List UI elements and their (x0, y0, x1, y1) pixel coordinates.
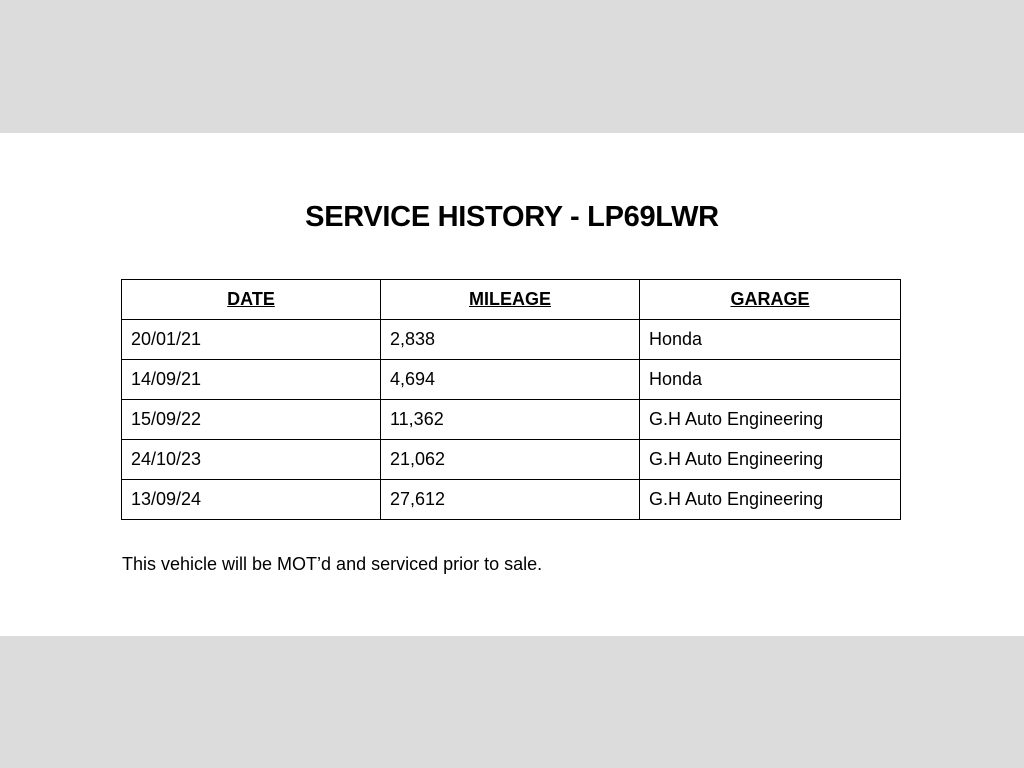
cell-date: 14/09/21 (122, 360, 381, 400)
cell-garage: G.H Auto Engineering (640, 440, 901, 480)
service-history-table (121, 279, 901, 520)
cell-garage: G.H Auto Engineering (640, 480, 901, 520)
cell-date: 15/09/22 (122, 400, 381, 440)
table-header-row (122, 280, 901, 320)
cell-garage: G.H Auto Engineering (640, 400, 901, 440)
cell-mileage: 21,062 (381, 440, 640, 480)
cell-garage: Honda (640, 360, 901, 400)
cell-date: 24/10/23 (122, 440, 381, 480)
table-row (122, 320, 901, 360)
page-title: SERVICE HISTORY - LP69LWR (305, 201, 719, 233)
cell-date: 13/09/24 (122, 480, 381, 520)
footnote: This vehicle will be MOT’d and serviced prior to sale. (122, 554, 543, 574)
cell-mileage: 27,612 (381, 480, 640, 520)
cell-garage: Honda (640, 320, 901, 360)
cell-mileage: 4,694 (381, 360, 640, 400)
cell-mileage: 2,838 (381, 320, 640, 360)
header-mileage: MILEAGE (381, 280, 640, 320)
table-row (122, 360, 901, 400)
table-row (122, 440, 901, 480)
table-row (122, 400, 901, 440)
header-garage: GARAGE (640, 280, 901, 320)
document-page (0, 133, 1024, 636)
cell-date: 20/01/21 (122, 320, 381, 360)
cell-mileage: 11,362 (381, 400, 640, 440)
table-row (122, 480, 901, 520)
header-date: DATE (122, 280, 381, 320)
